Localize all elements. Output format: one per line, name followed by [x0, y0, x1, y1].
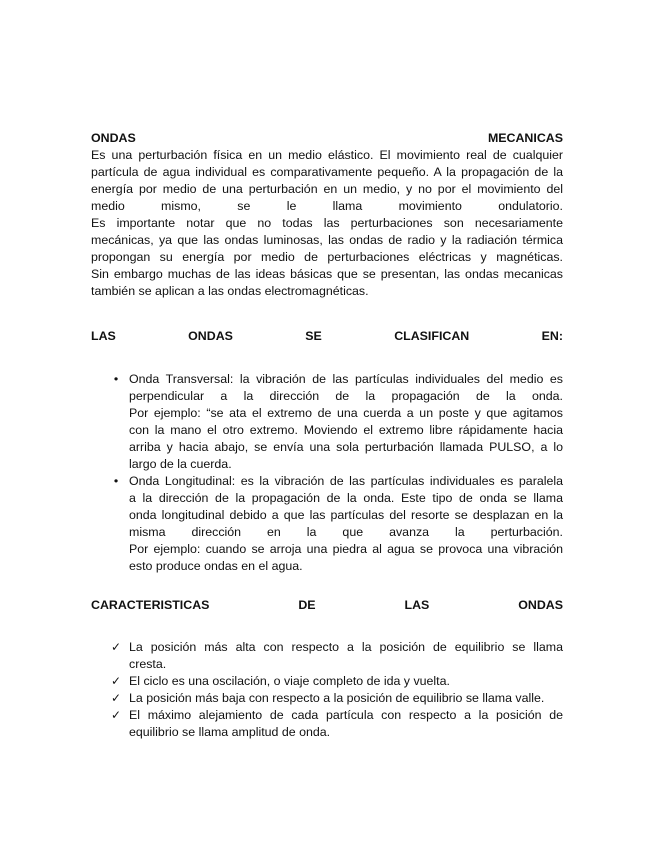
text-line: La posición más baja con respecto a la posición de equilibrio se llama valle.	[129, 691, 545, 705]
heading-word: EN:	[541, 329, 563, 343]
list-item	[91, 707, 563, 741]
text-line: perpendicular a la dirección de la propagación de la onda.	[129, 389, 563, 403]
heading-caracteristicas	[91, 597, 563, 614]
heading-word: ONDAS	[188, 329, 233, 343]
bullet-icon: •	[113, 372, 119, 386]
text-line: con la mano el otro extremo. Moviendo el extremo libre rápidamente hacia	[129, 423, 563, 437]
list-item	[91, 690, 563, 707]
text-line: Onda Longitudinal: es la vibración de las partículas individuales es paralela	[129, 474, 563, 488]
text-line: también se aplican a las ondas electromagnéticas.	[91, 284, 369, 298]
heading-word: SE	[305, 329, 322, 343]
text-line: Sin embargo muchas de las ideas básicas que se presentan, las ondas mecanicas	[91, 267, 563, 281]
heading-word: CLASIFICAN	[394, 329, 470, 343]
heading-word: MECANICAS	[487, 131, 563, 145]
heading-ondas-mecanicas	[91, 130, 563, 147]
checkmark-icon: ✓	[110, 691, 122, 705]
text-line: largo de la cuerda.	[129, 457, 232, 471]
text-line: arriba y hacia abajo, se envía una sola perturbación llamada PULSO, a lo	[129, 440, 563, 454]
text-line: esto produce ondas en el agua.	[129, 559, 303, 573]
text-line: El ciclo es una oscilación, o viaje completo de ida y vuelta.	[129, 674, 450, 688]
heading-word: ONDAS	[91, 131, 136, 145]
checkmark-icon: ✓	[110, 708, 122, 722]
clasificacion-list	[91, 371, 563, 575]
heading-word: CARACTERISTICAS	[91, 598, 210, 612]
text-line: Es importante notar que no todas las perturbaciones son necesariamente	[91, 216, 563, 230]
text-line: Por ejemplo: “se ata el extremo de una cuerda a un poste y que agitamos	[129, 406, 563, 420]
checkmark-icon: ✓	[110, 674, 122, 688]
heading-word: LAS	[91, 329, 116, 343]
heading-word: LAS	[404, 598, 430, 612]
text-line: equilibrio se llama amplitud de onda.	[129, 725, 331, 739]
text-line: partícula de agua individual es comparativamente pequeño. A la propagación de la	[91, 165, 563, 179]
text-line: La posición más alta con respecto a la posición de equilibrio se llama	[129, 640, 563, 654]
bullet-icon: •	[113, 474, 119, 488]
text-line: Onda Transversal: la vibración de las partículas individuales del medio es	[129, 372, 563, 386]
text-line: medio mismo, se le llama movimiento ondulatorio.	[91, 199, 563, 213]
list-item	[91, 473, 563, 575]
text-line: propongan su energía por medio de perturbaciones eléctricas y magnéticas.	[91, 250, 563, 264]
text-line: onda longitudinal debido a que las partículas del resorte se desplazan en la	[129, 508, 563, 522]
checkmark-icon: ✓	[110, 640, 122, 654]
list-item	[91, 639, 563, 673]
document-page	[91, 130, 563, 741]
text-line: Por ejemplo: cuando se arroja una piedra al agua se provoca una vibración	[129, 542, 563, 556]
text-line: El máximo alejamiento de cada partícula con respecto a la posición de	[129, 708, 563, 722]
heading-word: ONDAS	[518, 598, 563, 612]
text-line: a la dirección de la propagación de la onda. Este tipo de onda se llama	[129, 491, 563, 505]
heading-word: DE	[298, 598, 316, 612]
intro-paragraph	[91, 147, 563, 300]
text-line: cresta.	[129, 657, 167, 671]
text-line: misma dirección en la que avanza la perturbación.	[129, 525, 563, 539]
caracteristicas-list	[91, 639, 563, 741]
text-line: Es una perturbación física en un medio elástico. El movimiento real de cualquier	[91, 148, 563, 162]
heading-clasificacion	[91, 328, 563, 345]
list-item	[91, 673, 563, 690]
text-line: mecánicas, ya que las ondas luminosas, las ondas de radio y la radiación térmica	[91, 233, 563, 247]
text-line: energía por medio de una perturbación en un medio, y no por el movimiento del	[91, 182, 563, 196]
list-item	[91, 371, 563, 473]
